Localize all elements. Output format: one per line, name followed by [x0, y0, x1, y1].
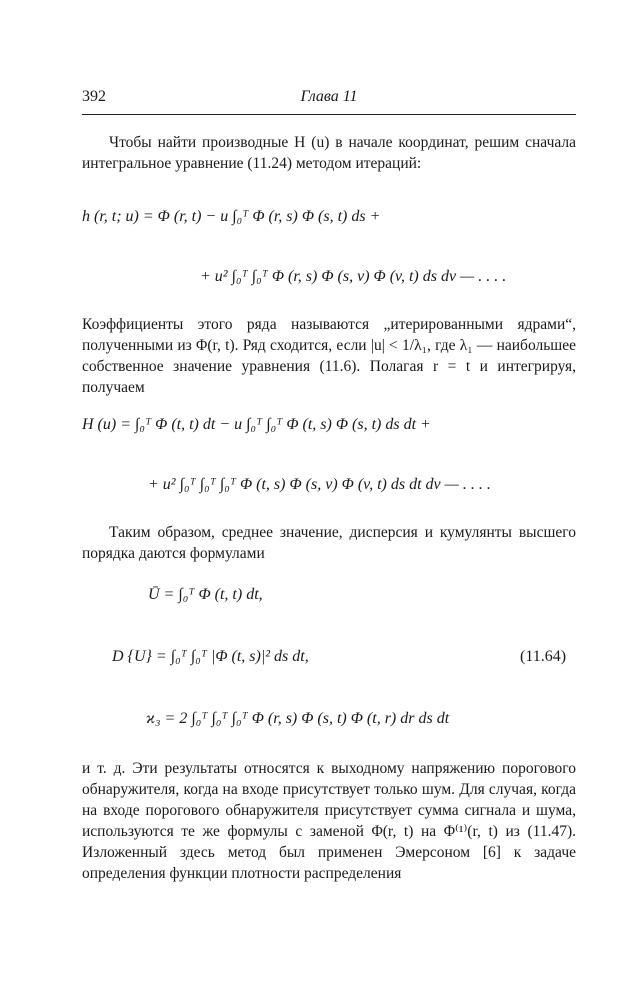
equation-h-line1	[82, 208, 380, 226]
equation-kappa3	[146, 710, 449, 728]
running-head: Глава 11	[300, 88, 358, 105]
equation-H-line2-text: + u² ∫₀ᵀ ∫₀ᵀ ∫₀ᵀ Φ (t, s) Φ (s, v) Φ (v, t) ds dt dv — . . . .	[148, 476, 491, 493]
equation-mean	[148, 586, 263, 604]
paragraph-moments: Таким образом, среднее значение, дисперсия и кумулянты высшего порядка даются формулами	[82, 524, 576, 562]
equation-h-line2	[200, 268, 506, 286]
page-header	[82, 86, 576, 115]
equation-variance-text: D {U} = ∫₀ᵀ ∫₀ᵀ |Φ (t, s)|² ds dt,	[112, 648, 309, 665]
equation-h-line2-text: + u² ∫₀ᵀ ∫₀ᵀ Φ (r, s) Φ (s, v) Φ (v, t) ds dv — . . . .	[200, 268, 507, 285]
equation-kappa3-text: ϰ₃ = 2 ∫₀ᵀ ∫₀ᵀ ∫₀ᵀ Φ (r, s) Φ (s, t) Φ (t, r) dr ds dt	[146, 710, 450, 727]
equation-number: (11.64)	[520, 648, 567, 665]
paragraph-intro: Чтобы найти производные H (u) в начале координат, решим сначала интегральное уравнение (11.24) методом итераций:	[82, 134, 576, 172]
equation-variance	[112, 648, 309, 666]
equation-mean-text: Ū = ∫₀ᵀ Φ (t, t) dt,	[148, 586, 263, 603]
equation-H-line2	[148, 476, 491, 494]
equation-H-line1-text: H (u) = ∫₀ᵀ Φ (t, t) dt − u ∫₀ᵀ ∫₀ᵀ Φ (t, s) Φ (s, t) ds dt +	[82, 416, 431, 433]
paragraph-coefficients: Коэффициенты этого ряда называются „итерированными ядрами“, полученными из Φ(r, t). Ряд сходится, если |u| < 1/λ₁, где λ₁ — наибольшее собственное значение уравнения (11.6). Полагая r = t и интегрируя, получаем	[82, 316, 576, 396]
equation-h-line1-text: h (r, t; u) = Φ (r, t) − u ∫₀ᵀ Φ (r, s) Φ (s, t) ds +	[82, 208, 381, 225]
page-number: 392	[82, 88, 106, 105]
paragraph-conclusion: и т. д. Эти результаты относятся к выходному напряжению порогового обнаружителя, когда на входе присутствует только шум. Для случая, когда на входе порогового обнаружителя присутствует сумма сигнала и шума, используются те же формулы с заменой Φ(r, t) на Φ⁽¹⁾(r, t) из (11.47). Изложенный здесь метод был применен Эмерсоном [6] к задаче определения функции плотности распределения	[82, 760, 576, 882]
equation-H-line1	[82, 416, 431, 434]
